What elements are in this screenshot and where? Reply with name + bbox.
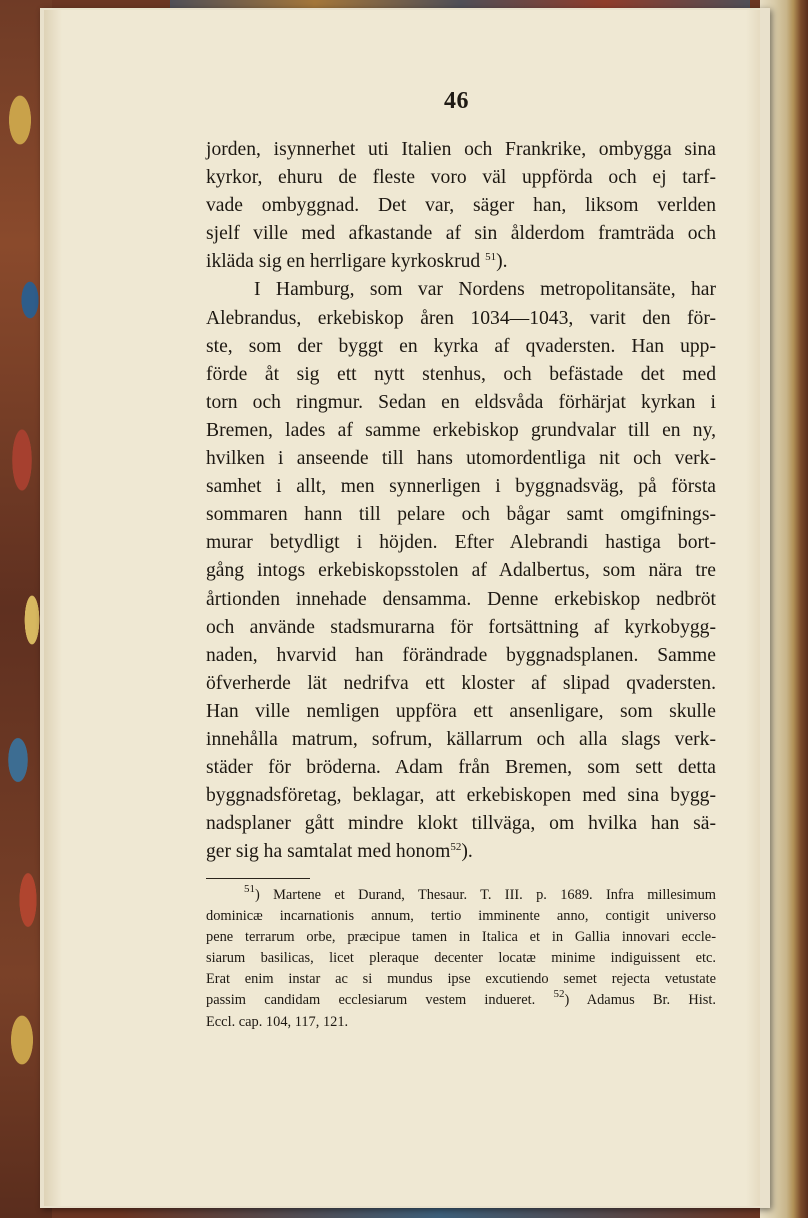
footnote-line: Eccl. cap. 104, 117, 121.	[206, 1013, 349, 1030]
text-line: ste, som der byggt en kyrka af qvadersten. Han upp-	[206, 335, 716, 357]
text-line: samhet i allt, men synnerligen i byggnadsväg, på första	[206, 476, 716, 498]
text-line: förde åt sig ett nytt stenhus, och befästade det med	[206, 363, 716, 385]
footnote-ref-51: 51	[485, 251, 497, 264]
text-line: naden, hvarvid han förändrade byggnadsplanen. Samme	[206, 644, 716, 666]
text-line	[206, 838, 716, 866]
text-line: öfverherde lät nedrifva ett kloster af slipad qvadersten.	[206, 672, 716, 694]
text-line: kyrkor, ehuru de fleste voro väl uppförda och ej tarf-	[206, 167, 716, 189]
text-line: vade ombyggnad. Det var, säger han, liksom verlden	[206, 195, 716, 217]
footnote-text: ) Adamus Br. Hist.	[564, 992, 716, 1009]
footnote-line: siarum basilicas, licet pleraque decenter locatæ minime indiguissent etc.	[206, 950, 716, 967]
footnote-text: passim candidam ecclesiarum vestem indueret.	[206, 992, 536, 1009]
footnote-line	[206, 885, 716, 906]
text-line: nadsplaner gått mindre klokt tillväga, om hvilka han sä-	[206, 813, 716, 835]
footnote-marker-51: 51	[244, 883, 255, 895]
text-line: sjelf ville med afkastande af sin ålderdom framträda och	[206, 223, 716, 245]
text-line: byggnadsföretag, beklagar, att erkebiskopen med sina bygg-	[206, 785, 716, 807]
text-line: Han ville nemligen uppföra ett ansenligare, som skulle	[206, 700, 716, 722]
text-line: och använde stadsmurarna för fortsättning af kyrkobygg-	[206, 616, 716, 638]
footnote-divider	[206, 878, 310, 879]
footnote-line: dominicæ incarnationis annum, tertio imminente anno, contigit universo	[206, 908, 716, 925]
footnote-ref-close: ).	[461, 841, 473, 863]
text-line: innehålla matrum, sofrum, källarrum och alla slags verk-	[206, 728, 716, 750]
text-line: hvilken i anseende till hans utomordentliga nit och verk-	[206, 448, 716, 470]
footnote-ref-52: 52	[450, 841, 462, 854]
text-line: murar betydligt i höjden. Efter Alebrandi hastiga bort-	[206, 532, 716, 554]
footnote-marker-52: 52	[553, 988, 565, 1001]
text-line: jorden, isynnerhet uti Italien och Frankrike, ombygga sina	[206, 139, 716, 160]
text-line	[206, 248, 716, 276]
body-text	[206, 136, 716, 866]
text-line-content: ikläda sig en herrligare kyrkoskrud	[206, 251, 481, 273]
text-line: gång intogs erkebiskopsstolen af Adalbertus, som nära tre	[206, 560, 716, 582]
text-line: årtionden innehade densamma. Denne erkebiskop nedbröt	[206, 588, 716, 610]
text-line: torn och ringmur. Sedan en eldsvåda förhärjat kyrkan i	[206, 391, 716, 413]
footnote-line: Erat enim instar ac si mundus ipse excutiendo semet rejecta vetustate	[206, 971, 716, 988]
page-number: 46	[444, 88, 469, 114]
text-line: städer för bröderna. Adam från Bremen, som sett detta	[206, 757, 716, 779]
text-line: sommaren hann till pelare och bågar samt omgifnings-	[206, 504, 716, 526]
footnote-line	[206, 990, 716, 1011]
footnote-ref-close: ).	[496, 251, 508, 273]
text-line: Bremen, lades af samme erkebiskop grundvalar till en ny,	[206, 419, 716, 441]
footnote-line: pene terrarum orbe, præcipue tamen in Italica et in Gallia innovari eccle-	[206, 929, 716, 946]
text-line: I Hamburg, som var Nordens metropolitansäte, har	[254, 279, 716, 301]
text-line-content: ger sig ha samtalat med honom	[206, 841, 451, 863]
text-line: Alebrandus, erkebiskop åren 1034—1043, varit den för-	[206, 307, 716, 329]
footnote-text: ) Martene et Durand, Thesaur. T. III. p. 1689. Infra millesimum	[255, 887, 716, 903]
footnotes	[206, 885, 716, 1033]
